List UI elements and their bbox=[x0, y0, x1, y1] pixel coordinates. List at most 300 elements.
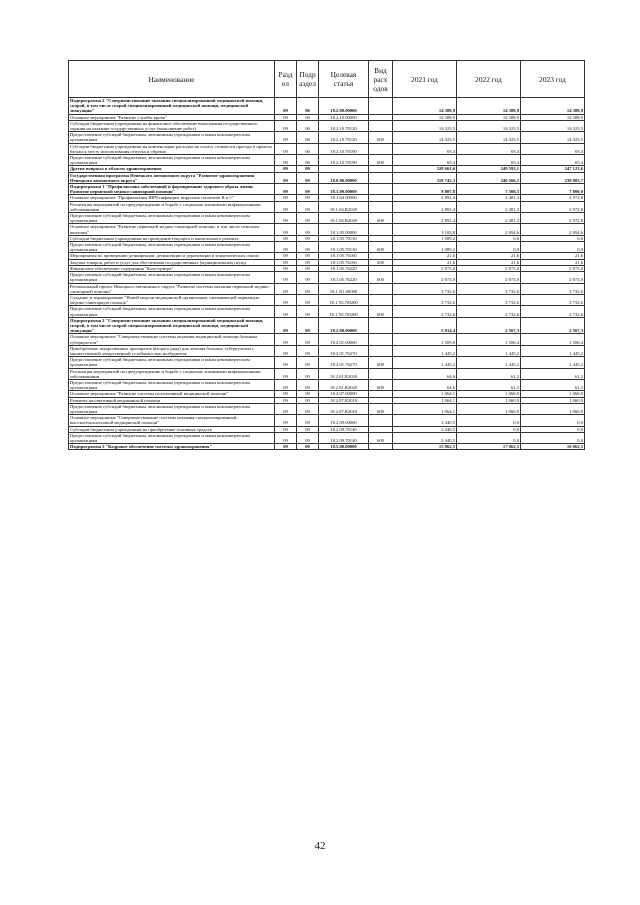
cell-razd: 09 bbox=[275, 253, 297, 259]
cell-2022: 21,6 bbox=[457, 253, 521, 259]
cell-name: Региональный проект Ненецкого автономного округа "Развитие системы оказания первичной медико-санитарной помощи" bbox=[69, 283, 275, 294]
table-row bbox=[69, 184, 585, 195]
cell-cs: 18.1.05.76220 bbox=[319, 272, 369, 283]
cell-name: Реализация мероприятий по предупреждению и борьбе с социально значимыми инфекционными заболеваниями bbox=[69, 368, 275, 379]
cell-2022: 14 388,9 bbox=[457, 114, 521, 120]
cell-2023: 0,0 bbox=[521, 242, 585, 253]
cell-name: Финансовое обеспечение содержания "Кохп-центра" bbox=[69, 265, 275, 271]
cell-razd: 09 bbox=[275, 317, 297, 334]
table-row bbox=[69, 415, 585, 426]
cell-razd: 09 bbox=[275, 242, 297, 253]
cell-2022: 14 323,5 bbox=[457, 132, 521, 143]
cell-cs: 18.2.09.00000 bbox=[319, 415, 369, 426]
cell-2022: 1 445,2 bbox=[457, 345, 521, 356]
cell-2021: 2 073,0 bbox=[393, 265, 457, 271]
header-vr: Вид расх одов bbox=[369, 61, 393, 98]
header-2023: 2023 год bbox=[521, 61, 585, 98]
header-2021: 2021 год bbox=[393, 61, 457, 98]
cell-2021: 21,6 bbox=[393, 259, 457, 265]
cell-razd: 09 bbox=[275, 120, 297, 131]
cell-razd: 09 bbox=[275, 132, 297, 143]
cell-2021: 14 388,9 bbox=[393, 114, 457, 120]
cell-2021: 1 509,8 bbox=[393, 334, 457, 345]
cell-cs: 18.2.09.70140 bbox=[319, 426, 369, 432]
cell-name: Основное мероприятие "Совершенствование системы оказания медицинской помощи больным туберкулезом" bbox=[69, 334, 275, 345]
table-row bbox=[69, 317, 585, 334]
table-row bbox=[69, 334, 585, 345]
cell-name: Мероприятия по проведению дезинфекции, дезинсекции и дератизации в эпидемических очагах bbox=[69, 253, 275, 259]
cell-podr: 09 bbox=[297, 317, 319, 334]
cell-vr bbox=[369, 143, 393, 154]
cell-razd: 09 bbox=[275, 426, 297, 432]
cell-2022: 2 481,3 bbox=[457, 213, 521, 224]
cell-podr: 09 bbox=[297, 172, 319, 183]
cell-podr: 09 bbox=[297, 294, 319, 305]
cell-2021: 1 089,2 bbox=[393, 242, 457, 253]
cell-name: Предоставление субсидий бюджетным, автономным учреждениям и иным некоммерческим организациям bbox=[69, 432, 275, 443]
cell-2023: 2 732,6 bbox=[521, 306, 585, 317]
cell-name: Развитие паллиативной медицинской помощи bbox=[69, 397, 275, 403]
cell-name: Реализация мероприятий по предупреждению и борьбе с социально значимыми инфекционными заболеваниями bbox=[69, 201, 275, 212]
cell-razd: 09 bbox=[275, 403, 297, 414]
cell-2022: 21,6 bbox=[457, 259, 521, 265]
cell-name: Предоставление субсидий бюджетным, автономным учреждениям и иным некоммерческим организациям bbox=[69, 306, 275, 317]
cell-razd: 09 bbox=[275, 283, 297, 294]
cell-podr: 09 bbox=[297, 242, 319, 253]
cell-cs: 18.1.05.76160 bbox=[319, 259, 369, 265]
cell-2023: 2 732,6 bbox=[521, 283, 585, 294]
cell-name: Субсидии бюджетным учреждениям на приобретение основных средств bbox=[69, 426, 275, 432]
table-row bbox=[69, 132, 585, 143]
table-row bbox=[69, 444, 585, 450]
table-row bbox=[69, 224, 585, 235]
cell-podr: 09 bbox=[297, 368, 319, 379]
cell-2021: 14 323,5 bbox=[393, 132, 457, 143]
cell-cs: 18.1.04.R2020 bbox=[319, 201, 369, 212]
cell-name: Государственная программа Ненецкого автономного округа "Развитие здравоохранения Ненецкого автономного округа" bbox=[69, 172, 275, 183]
cell-razd: 09 bbox=[275, 379, 297, 390]
cell-podr: 09 bbox=[297, 213, 319, 224]
cell-2023: 2 094,6 bbox=[521, 224, 585, 235]
cell-vr bbox=[369, 317, 393, 334]
table-row bbox=[69, 201, 585, 212]
cell-vr bbox=[369, 415, 393, 426]
cell-cs: 18.1.04.00000 bbox=[319, 195, 369, 201]
cell-2021: 328 661,6 bbox=[393, 166, 457, 172]
cell-vr bbox=[369, 283, 393, 294]
cell-podr: 06 bbox=[297, 155, 319, 166]
cell-2021: 14 323,5 bbox=[393, 120, 457, 131]
cell-razd: 09 bbox=[275, 306, 297, 317]
cell-2021: 1 064,1 bbox=[393, 403, 457, 414]
cell-name: Предоставление субсидий бюджетным, автономным учреждениям и иным некоммерческим организациям bbox=[69, 272, 275, 283]
cell-name: Создание и тиражирование "Новой модели медицинской организации, оказывающей первичную медико-санитарную помощь" bbox=[69, 294, 275, 305]
cell-razd: 09 bbox=[275, 397, 297, 403]
cell-cs: 18.2.01.76270 bbox=[319, 345, 369, 356]
cell-name: Основное мероприятие "Развитие первичной медико-санитарной помощи, в том числе сельским жителям" bbox=[69, 224, 275, 235]
cell-2023: 65,4 bbox=[521, 143, 585, 154]
cell-vr bbox=[369, 172, 393, 183]
cell-2022: 1 060,9 bbox=[457, 391, 521, 397]
cell-2022: 61,2 bbox=[457, 379, 521, 390]
cell-2021: 318 742,3 bbox=[393, 172, 457, 183]
table-row bbox=[69, 368, 585, 379]
cell-vr bbox=[369, 224, 393, 235]
cell-name: Субсидии бюджетным учреждениям на компенсацию расходов на оплату стоимости проезда и провоза багажа к месту использования отпуска и обратно bbox=[69, 143, 275, 154]
cell-2022: 2 094,6 bbox=[457, 224, 521, 235]
cell-2022: 2 732,6 bbox=[457, 283, 521, 294]
cell-podr: 06 bbox=[297, 114, 319, 120]
cell-cs: 18.1.04.R2020 bbox=[319, 213, 369, 224]
cell-vr: 600 bbox=[369, 213, 393, 224]
cell-2023: 1 445,2 bbox=[521, 357, 585, 368]
cell-2022: 65,4 bbox=[457, 155, 521, 166]
cell-podr: 09 bbox=[297, 444, 319, 450]
cell-2022: 1 445,2 bbox=[457, 357, 521, 368]
cell-2021: 2 073,0 bbox=[393, 272, 457, 283]
cell-2021: 2 891,4 bbox=[393, 201, 457, 212]
cell-name: Предоставление субсидий бюджетным, автономным учреждениям и иным некоммерческим организациям bbox=[69, 379, 275, 390]
cell-razd: 09 bbox=[275, 294, 297, 305]
cell-2021: 64,6 bbox=[393, 368, 457, 379]
cell-vr bbox=[369, 294, 393, 305]
cell-2021: 64,6 bbox=[393, 379, 457, 390]
cell-razd: 09 bbox=[275, 184, 297, 195]
table-row bbox=[69, 403, 585, 414]
cell-2021: 5 014,4 bbox=[393, 317, 457, 334]
header-cs: Целевая статья bbox=[319, 61, 369, 98]
cell-2021: 8 807,8 bbox=[393, 184, 457, 195]
cell-2022: 1 060,9 bbox=[457, 397, 521, 403]
cell-2021: 21,6 bbox=[393, 253, 457, 259]
cell-vr: 600 bbox=[369, 132, 393, 143]
cell-razd: 09 bbox=[275, 391, 297, 397]
cell-name: Подпрограмма 1 "Профилактика заболеваний и формирование здорового образа жизни. Развитие первичной медико-санитарной помощи" bbox=[69, 184, 275, 195]
cell-2021: 2 891,4 bbox=[393, 213, 457, 224]
cell-vr bbox=[369, 201, 393, 212]
cell-vr bbox=[369, 444, 393, 450]
cell-2023: 0,0 bbox=[521, 426, 585, 432]
cell-2023: 14 388,9 bbox=[521, 114, 585, 120]
cell-podr: 09 bbox=[297, 415, 319, 426]
cell-2021: 2 440,5 bbox=[393, 432, 457, 443]
cell-2022: 249 593,1 bbox=[457, 166, 521, 172]
cell-razd: 09 bbox=[275, 201, 297, 212]
cell-name: Подпрограмма 2 "Совершенствование оказания специализированной медицинской помощи, скорой, в том числе скорой специализированной медицинской помощи, медицинской эвакуации" bbox=[69, 317, 275, 334]
cell-2023: 1 060,9 bbox=[521, 391, 585, 397]
cell-2022: 2 073,0 bbox=[457, 265, 521, 271]
cell-2021: 1 445,2 bbox=[393, 357, 457, 368]
cell-podr: 09 bbox=[297, 426, 319, 432]
cell-razd: 09 bbox=[275, 155, 297, 166]
cell-vr bbox=[369, 334, 393, 345]
cell-cs: 18.1.N1.N0200 bbox=[319, 306, 369, 317]
cell-2022: 2 073,0 bbox=[457, 272, 521, 283]
cell-2022: 2 481,3 bbox=[457, 201, 521, 212]
cell-vr: 600 bbox=[369, 357, 393, 368]
cell-podr: 09 bbox=[297, 265, 319, 271]
cell-vr bbox=[369, 368, 393, 379]
cell-podr: 09 bbox=[297, 224, 319, 235]
cell-cs: 18.2.00.00000 bbox=[319, 317, 369, 334]
cell-razd: 09 bbox=[275, 259, 297, 265]
cell-vr bbox=[369, 184, 393, 195]
cell-2023: 1 060,9 bbox=[521, 403, 585, 414]
cell-2023: 1 445,2 bbox=[521, 345, 585, 356]
cell-razd: 09 bbox=[275, 235, 297, 241]
cell-name: Приобретение лекарственных препаратов (второго ряда) для лечения больных туберкулезом с множественной лекарственной устойчивостью возбудителя bbox=[69, 345, 275, 356]
cell-2023: 238 083,7 bbox=[521, 172, 585, 183]
cell-razd: 09 bbox=[275, 213, 297, 224]
cell-podr: 09 bbox=[297, 235, 319, 241]
cell-2023: 247 123,6 bbox=[521, 166, 585, 172]
cell-razd: 09 bbox=[275, 368, 297, 379]
cell-podr: 09 bbox=[297, 357, 319, 368]
cell-2023: 14 323,5 bbox=[521, 132, 585, 143]
cell-podr: 06 bbox=[297, 120, 319, 131]
cell-cs: 18.0.00.00000 bbox=[319, 172, 369, 183]
table-row bbox=[69, 143, 585, 154]
header-razd: Разд ел bbox=[275, 61, 297, 98]
cell-cs: 18.2.10.70120 bbox=[319, 132, 369, 143]
cell-2021: 2 732,6 bbox=[393, 306, 457, 317]
cell-razd: 09 bbox=[275, 272, 297, 283]
cell-2022: 0,0 bbox=[457, 235, 521, 241]
cell-cs: 18.2.10.70120 bbox=[319, 120, 369, 131]
cell-vr: 600 bbox=[369, 432, 393, 443]
cell-2022: 0,0 bbox=[457, 432, 521, 443]
cell-cs: 18.2.07.00000 bbox=[319, 391, 369, 397]
budget-table bbox=[68, 60, 585, 450]
cell-2022: 2 567,3 bbox=[457, 317, 521, 334]
cell-razd: 09 bbox=[275, 334, 297, 345]
cell-vr: 600 bbox=[369, 242, 393, 253]
cell-podr: 09 bbox=[297, 397, 319, 403]
cell-razd: 09 bbox=[275, 172, 297, 183]
cell-name: Субсидии бюджетным учреждениям на проведение текущего и капитального ремонта bbox=[69, 235, 275, 241]
header-name: Наименование bbox=[69, 61, 275, 98]
cell-razd: 09 bbox=[275, 444, 297, 450]
cell-cs: 18.1.05.76160 bbox=[319, 253, 369, 259]
cell-2023: 2 073,0 bbox=[521, 265, 585, 271]
cell-name: Основное мероприятие "Развитие службы крови" bbox=[69, 114, 275, 120]
cell-name: Предоставление субсидий бюджетным, автономным учреждениям и иным некоммерческим организациям bbox=[69, 357, 275, 368]
cell-2021: 15 062,5 bbox=[393, 444, 457, 450]
cell-vr bbox=[369, 98, 393, 115]
page-number: 42 bbox=[314, 840, 326, 852]
cell-2021: 2 440,5 bbox=[393, 415, 457, 426]
cell-2022: 2 481,3 bbox=[457, 195, 521, 201]
cell-2023: 14 388,9 bbox=[521, 98, 585, 115]
cell-2021: 2 732,6 bbox=[393, 294, 457, 305]
table-row bbox=[69, 242, 585, 253]
cell-2021: 1 089,2 bbox=[393, 235, 457, 241]
cell-vr: 200 bbox=[369, 259, 393, 265]
table-row bbox=[69, 98, 585, 115]
cell-cs: 18.2.01.00000 bbox=[319, 334, 369, 345]
cell-podr: 09 bbox=[297, 345, 319, 356]
cell-2023: 21,6 bbox=[521, 259, 585, 265]
table-row bbox=[69, 294, 585, 305]
cell-podr: 09 bbox=[297, 272, 319, 283]
cell-vr: 600 bbox=[369, 379, 393, 390]
cell-2022: 14 388,9 bbox=[457, 98, 521, 115]
cell-vr bbox=[369, 345, 393, 356]
cell-cs: 18.2.07.R2010 bbox=[319, 397, 369, 403]
cell-podr: 06 bbox=[297, 143, 319, 154]
cell-2023: 0,0 bbox=[521, 415, 585, 426]
cell-2021: 2 732,6 bbox=[393, 283, 457, 294]
cell-2023: 2 567,3 bbox=[521, 317, 585, 334]
cell-name: Закупка товаров, работ и услуг для обеспечения государственных (муниципальных) нужд bbox=[69, 259, 275, 265]
cell-2022: 0,0 bbox=[457, 415, 521, 426]
table-row bbox=[69, 213, 585, 224]
cell-2023: 61,2 bbox=[521, 368, 585, 379]
cell-2023: 21,6 bbox=[521, 253, 585, 259]
cell-name: Основное мероприятие "Развитие системы паллиативной медицинской помощи" bbox=[69, 391, 275, 397]
cell-2021: 65,4 bbox=[393, 143, 457, 154]
cell-2023: 2 073,0 bbox=[521, 272, 585, 283]
cell-cs: 18.1.05.70130 bbox=[319, 235, 369, 241]
cell-2022: 61,2 bbox=[457, 368, 521, 379]
cell-cs: 18.2.10.70190 bbox=[319, 143, 369, 154]
cell-podr: 09 bbox=[297, 283, 319, 294]
table-row bbox=[69, 345, 585, 356]
cell-name: Предоставление субсидий бюджетным, автономным учреждениям и иным некоммерческим организациям bbox=[69, 132, 275, 143]
cell-2022: 1 506,4 bbox=[457, 334, 521, 345]
cell-razd: 09 bbox=[275, 265, 297, 271]
cell-cs: 18.2.01.R2020 bbox=[319, 368, 369, 379]
cell-2023: 2 972,8 bbox=[521, 213, 585, 224]
cell-2021: 1 064,1 bbox=[393, 397, 457, 403]
cell-2022: 1 060,9 bbox=[457, 403, 521, 414]
cell-cs: 18.1.05.70130 bbox=[319, 242, 369, 253]
cell-podr: 09 bbox=[297, 391, 319, 397]
cell-razd: 09 bbox=[275, 432, 297, 443]
cell-cs: 18.1.05.76220 bbox=[319, 265, 369, 271]
cell-2021: 2 891,4 bbox=[393, 195, 457, 201]
table-row bbox=[69, 432, 585, 443]
cell-razd: 09 bbox=[275, 166, 297, 172]
cell-2022: 2 732,6 bbox=[457, 306, 521, 317]
cell-podr: 06 bbox=[297, 132, 319, 143]
cell-name: Основное мероприятие "Совершенствование системы оказания специализированной, высокотехнологичной медицинской помощи" bbox=[69, 415, 275, 426]
cell-2022: 7 308,5 bbox=[457, 184, 521, 195]
cell-2023: 16 062,5 bbox=[521, 444, 585, 450]
cell-razd: 09 bbox=[275, 224, 297, 235]
cell-cs: 18.2.01.R2020 bbox=[319, 379, 369, 390]
cell-cs: 18.2.01.76270 bbox=[319, 357, 369, 368]
cell-2023: 0,0 bbox=[521, 432, 585, 443]
table-row bbox=[69, 357, 585, 368]
cell-razd: 09 bbox=[275, 143, 297, 154]
cell-2023: 2 972,8 bbox=[521, 201, 585, 212]
cell-vr: 600 bbox=[369, 155, 393, 166]
cell-podr: 06 bbox=[297, 98, 319, 115]
table-row bbox=[69, 379, 585, 390]
cell-vr: 600 bbox=[369, 306, 393, 317]
cell-razd: 09 bbox=[275, 98, 297, 115]
cell-2023: 1 060,9 bbox=[521, 397, 585, 403]
table-row bbox=[69, 272, 585, 283]
cell-razd: 09 bbox=[275, 415, 297, 426]
cell-2022: 14 323,5 bbox=[457, 120, 521, 131]
cell-2021: 3 183,8 bbox=[393, 224, 457, 235]
table-row bbox=[69, 172, 585, 183]
cell-2022: 0,0 bbox=[457, 426, 521, 432]
cell-2021: 2 440,5 bbox=[393, 426, 457, 432]
cell-2021: 1 064,1 bbox=[393, 391, 457, 397]
table-body bbox=[69, 98, 585, 450]
cell-2022: 240 566,1 bbox=[457, 172, 521, 183]
table-row bbox=[69, 155, 585, 166]
cell-2022: 2 732,6 bbox=[457, 294, 521, 305]
cell-name: Предоставление субсидий бюджетным, автономным учреждениям и иным некоммерческим организациям bbox=[69, 155, 275, 166]
cell-vr bbox=[369, 120, 393, 131]
cell-podr: 09 bbox=[297, 432, 319, 443]
cell-name: Другие вопросы в области здравоохранения bbox=[69, 166, 275, 172]
cell-2023: 2 972,8 bbox=[521, 195, 585, 201]
table-row bbox=[69, 306, 585, 317]
cell-podr: 09 bbox=[297, 166, 319, 172]
cell-2023: 0,0 bbox=[521, 235, 585, 241]
cell-podr: 09 bbox=[297, 195, 319, 201]
cell-cs: 18.5.00.00000 bbox=[319, 444, 369, 450]
cell-2022: 65,4 bbox=[457, 143, 521, 154]
cell-vr: 600 bbox=[369, 272, 393, 283]
cell-name: Предоставление субсидий бюджетным, автономным учреждениям и иным некоммерческим организациям bbox=[69, 242, 275, 253]
table-row bbox=[69, 283, 585, 294]
cell-cs: 18.2.00.00000 bbox=[319, 98, 369, 115]
cell-podr: 09 bbox=[297, 334, 319, 345]
cell-2023: 7 800,0 bbox=[521, 184, 585, 195]
table-header-row bbox=[69, 61, 585, 98]
cell-podr: 09 bbox=[297, 403, 319, 414]
cell-2023: 14 323,5 bbox=[521, 120, 585, 131]
cell-cs: 18.1.N1.N0200 bbox=[319, 294, 369, 305]
cell-name: Основное мероприятие "Профилактика ВИЧ-инфекции, вирусных гепатитов В и С" bbox=[69, 195, 275, 201]
header-podr: Подр аздел bbox=[297, 61, 319, 98]
cell-name: Предоставление субсидий бюджетным, автономным учреждениям и иным некоммерческим организациям bbox=[69, 213, 275, 224]
cell-2021: 65,4 bbox=[393, 155, 457, 166]
cell-podr: 09 bbox=[297, 379, 319, 390]
cell-cs: 18.1.00.00000 bbox=[319, 184, 369, 195]
cell-razd: 09 bbox=[275, 357, 297, 368]
cell-2023: 61,2 bbox=[521, 379, 585, 390]
header-2022: 2022 год bbox=[457, 61, 521, 98]
cell-2021: 14 388,9 bbox=[393, 98, 457, 115]
cell-podr: 09 bbox=[297, 259, 319, 265]
cell-cs: 18.2.09.70140 bbox=[319, 432, 369, 443]
cell-cs: 18.1.05.00000 bbox=[319, 224, 369, 235]
cell-podr: 09 bbox=[297, 184, 319, 195]
cell-razd: 09 bbox=[275, 114, 297, 120]
table-row bbox=[69, 120, 585, 131]
cell-name: Подпрограмма 5 "Кадровое обеспечение системы здравоохранения" bbox=[69, 444, 275, 450]
cell-razd: 09 bbox=[275, 345, 297, 356]
cell-2023: 1 506,4 bbox=[521, 334, 585, 345]
cell-cs: 18.2.07.R2010 bbox=[319, 403, 369, 414]
cell-podr: 09 bbox=[297, 253, 319, 259]
cell-2022: 17 062,5 bbox=[457, 444, 521, 450]
cell-2022: 0,0 bbox=[457, 242, 521, 253]
cell-name: Подпрограмма 2 "Совершенствование оказания специализированной медицинской помощи, скорой, в том числе скорой специализированной медицинской помощи, медицинской эвакуации" bbox=[69, 98, 275, 115]
cell-cs: 18.2.10.00000 bbox=[319, 114, 369, 120]
cell-2023: 65,4 bbox=[521, 155, 585, 166]
cell-razd: 09 bbox=[275, 195, 297, 201]
cell-vr: 600 bbox=[369, 403, 393, 414]
cell-2021: 1 445,2 bbox=[393, 345, 457, 356]
